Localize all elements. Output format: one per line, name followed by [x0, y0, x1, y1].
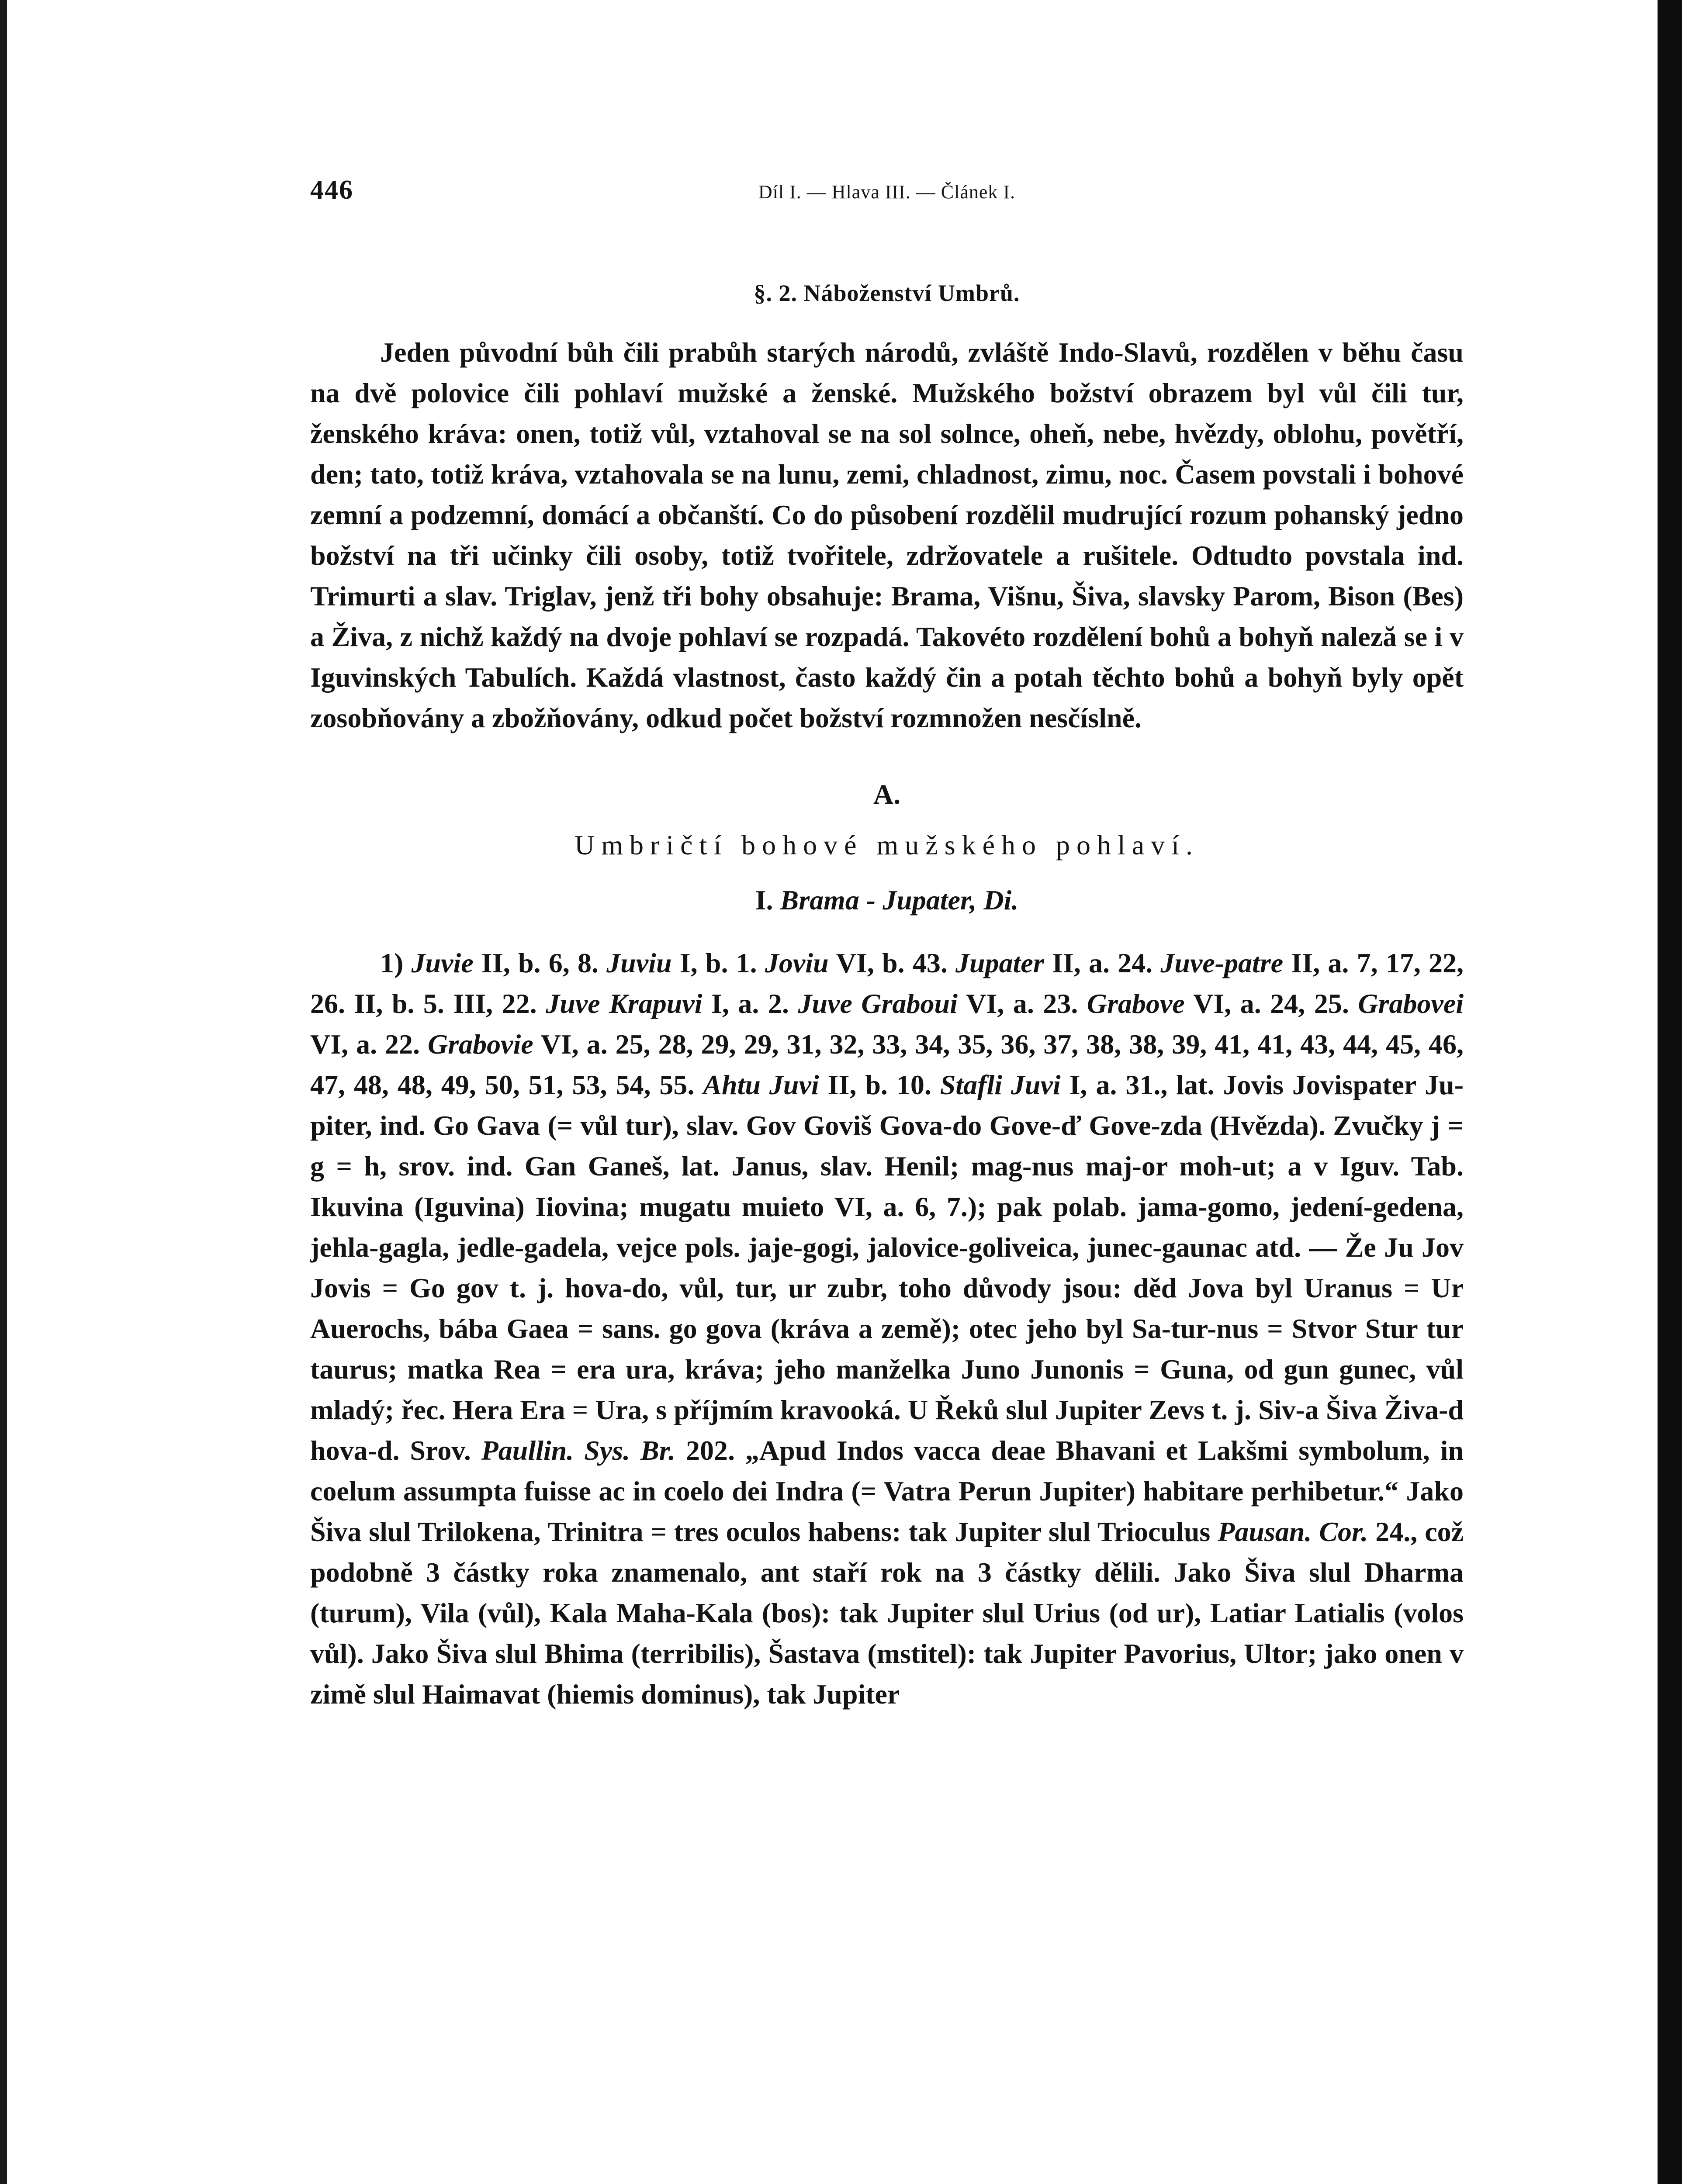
entry-paragraph: [310, 943, 1464, 1714]
entry-italic-run: Juve Graboui: [798, 988, 958, 1019]
section-heading: §. 2. Náboženství Umbrů.: [754, 280, 1020, 306]
running-head: [310, 175, 1464, 214]
entry-text-run: II, b. 10.: [819, 1069, 940, 1100]
entry-text-run: II, a. 7, 17, 22, 26. II, b. 5. III, 22.: [310, 947, 1464, 1019]
running-title: Díl I. — Hlava III. — Článek I.: [758, 181, 1016, 203]
entry-italic-run: Grabove: [1087, 988, 1185, 1019]
deity-heading: [310, 884, 1464, 916]
entry-text-run: I, a. 31., lat. Jovis Jovispater Ju-piter, ind. Go Gava (= vůl tur), slav. Gov Goviš Gova-do Gove-ď Gove-zda (Hvězda). Zvučky j = g = h, srov. ind. Gan Ganeš, lat. Janus, slav. Henil; mag-nus maj-or moh-ut; a v Iguv. Tab. Ikuvina (Iguvina) Iiovina; mugatu muieto VI, a. 6, 7.); pak polab. jama-gomo, jedení-gedena, jehla-gagla, jedle-gadela, vejce pols. jaje-gogi, jalovice-goliveica, junec-gaunac atd. — Že Ju Jov Jovis = Go gov t. j. hova-do, vůl, tur, ur zubr, toho důvody jsou: děd Jova byl Uranus = Ur Auerochs, bába Gaea = sans. go gova (kráva a země); otec jeho byl Sa-tur-nus = Stvor Stur tur taurus; matka Rea = era ura, kráva; jeho manželka Juno Junonis = Guna, od gun gunec, vůl mladý; řec. Hera Era = Ura, s příjmím kravooká. U Řeků slul Jupiter Zevs t. j. Siv-a Šiva Živa-d hova-d. Srov.: [310, 1069, 1464, 1466]
entry-text-run: VI, a. 22.: [310, 1029, 428, 1060]
entry-italic-run: Paullin. Sys. Br.: [481, 1435, 676, 1466]
entry-italic-run: Ahtu Juvi: [703, 1069, 819, 1100]
intro-paragraph: Jeden původní bůh čili prabůh starých národů, zvláště Indo-Slavů, rozdělen v běhu času na dvě polovice čili pohlaví mužské a ženské. Mužského božství obrazem byl vůl čili tur, ženského kráva: onen, totiž vůl, vztahoval se na sol solnce, oheň, nebe, hvězdy, oblohu, povětří, den; tato, totiž kráva, vztahovala se na lunu, zemi, chladnost, zimu, noc. Časem povstali i bohové zemní a podzemní, domácí a občanští. Co do působení rozdělil mudrující rozum pohanský jedno božství na tři učinky čili osoby, totiž tvořitele, zdržovatele a rušitele. Odtudto povstala ind. Trimurti a slav. Triglav, jenž tři bohy obsahuje: Brama, Višnu, Šiva, slavsky Parom, Bison (Bes) a Živa, z nichž každý na dvoje pohlaví se rozpadá. Takovéto rozdělení bohů a bohyň naleză se i v Iguvinských Tabulích. Každá vlastnost, často každý čin a potah těchto bohů a bohyň byly opět zosobňovány a zbožňovány, odkud počet božství rozmnožen nesčíslně.: [310, 337, 1464, 733]
entry-italic-run: Juve Krapuvi: [546, 988, 703, 1019]
deity-heading-number: I.: [755, 885, 773, 916]
entry-text-run: 202. „Apud Indos vacca deae Bhavani et Lakšmi symbolum, in coelum assumpta fuisse ac in coelo dei Indra (= Vatra Perun Jupiter) habitare perhibetur.“ Jako Šiva slul Trilokena, Trinitra = tres oculos habens: tak Jupiter slul Trioculus: [310, 1435, 1464, 1547]
entry-text-run: VI, a. 25, 28, 29, 29, 31, 32, 33, 34, 35, 36, 37, 38, 38, 39, 41, 41, 43, 44, 45, 46, 47, 48, 48, 49, 50, 51, 53, 54, 55.: [310, 1029, 1464, 1100]
scan-edge-right: [1658, 0, 1682, 2184]
entry-italic-run: Juviu: [606, 947, 672, 978]
entry-italic-run: Grabovie: [428, 1029, 533, 1060]
entry-text-run: II, a. 24.: [1044, 947, 1161, 978]
entry-italic-run: Jupater: [955, 947, 1044, 978]
book-page: [310, 175, 1464, 1714]
entry-italic-run: Grabovei: [1358, 988, 1464, 1019]
entry-italic-run: Juve-patre: [1160, 947, 1284, 978]
part-letter: A.: [873, 779, 901, 810]
entry-italic-run: Juvie: [411, 947, 474, 978]
entry-text-run: 24., což podobně 3 částky roka znamenalo, ant staří rok na 3 částky dělili. Jako Šiva slul Dharma (turum), Vila (vůl), Kala Maha-Kala (bos): tak Jupiter slul Urius (od ur), Latiar Latialis (volos vůl). Jako Šiva slul Bhima (terribilis), Šastava (mstitel): tak Jupiter Pavorius, Ultor; jako onen v zimě slul Haimavat (hiemis dominus), tak Jupiter: [310, 1516, 1464, 1710]
entry-text-run: VI, a. 24, 25.: [1184, 988, 1358, 1019]
entry-text-run: I, a. 2.: [702, 988, 798, 1019]
entry-text-run: VI, b. 43.: [828, 947, 956, 978]
entry-text-run: I, b. 1.: [671, 947, 765, 978]
entry-text-run: II, b. 6, 8.: [473, 947, 607, 978]
scan-edge-left: [0, 0, 7, 2184]
page-number: 446: [310, 175, 353, 205]
entry-italic-run: Stafli Juvi: [940, 1069, 1061, 1100]
part-heading: Umbričtí bohové mužského pohlaví.: [575, 829, 1199, 860]
entry-italic-run: Joviu: [765, 947, 829, 978]
deity-heading-name: Brama - Jupater, Di.: [780, 885, 1019, 916]
entry-text-run: VI, a. 23.: [957, 988, 1087, 1019]
entry-text-run: 1): [380, 947, 412, 978]
entry-italic-run: Pausan. Cor.: [1218, 1516, 1368, 1547]
